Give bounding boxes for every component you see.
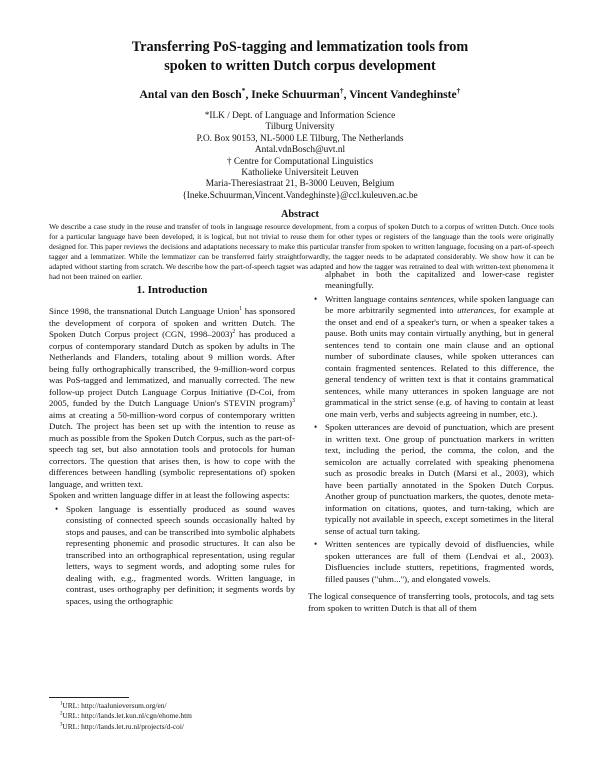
abstract-text: We describe a case study in the reuse and transfer of tools in language resource development, from a corpus of spoken Dutch to a corpus of written Dutch. Once tools for a particular language have been developed, it is logical, but not trivial to reuse them for other types or registers of the language than the tools were originally designed for. This paper reviews the decisions and adaptations necessary to make this particular transfer from spoken to written language, focusing on a part-of-speech tagger and a lemmatizer. While the lemmatizer can be transferred fairly straightforwardly, the tagger needs to be adaptated considerably. We show how it can be adapted without starting from scratch. We describe how the part-of-speech tagset was adapted and how the tagger was retrained to deal with written-text phenomena it had not been trained on earlier. xyxy=(49,222,554,282)
affiliation-line: Katholieke Universiteit Leuven xyxy=(241,168,359,179)
text-run: aims at creating a 50-million-word corpus of contemporary written Dutch. The project has been set up with the intention to reuse as much as possible from the Spoken Dutch Corpus, such as the part-of-speech tag set, but also annotation tools and protocols for human correctors. The question that arises then, is how to cope with the differences between handling (symbolic representations of) spoken language, and written text. xyxy=(49,409,295,489)
footnote-ref: 1 xyxy=(239,306,243,313)
footnotes xyxy=(60,701,296,732)
affiliation-line: † Centre for Computational Linguistics xyxy=(226,156,374,167)
paper-title xyxy=(60,38,540,76)
abstract-heading: Abstract xyxy=(281,209,319,220)
affiliation-line: P.O. Box 90153, NL-5000 LE Tilburg, The Netherlands xyxy=(196,133,404,144)
author-name: Ineke Schuurman xyxy=(251,88,340,101)
bullet-list xyxy=(49,504,295,607)
list-item-text: Spoken language is essentially produced as sound waves consisting of connected speech sounds occasionally halted by stops and pauses, and can be transcribed into symbolic alphabets representing phonemic and prosodic structures. It can also be transcribed into an orthographical representation, using regular letters, ways to segment words, and adopting some rules for dealing with, e.g., fragmented words. Written language, in contrast, uses orthography per definition; it segments words by spaces, using the orthographic xyxy=(66,503,295,606)
text-run: sentences xyxy=(419,293,454,304)
footnote-number: 2 xyxy=(60,711,63,717)
list-item-text: Spoken utterances are devoid of punctuation, which are present in written text. One group of punctuation markers in written text, including the period, the comma, the colon, and the semicolon are actually correlated with speaking phenomena such as prosodic breaks in Dutch (Marsi et al., 2003), which have been partially annotated in the Spoken Dutch Corpus. Another group of punctuation markers, the quotes, denote meta-information on citations, quotes, and turn-taking, which are typically not available in speech, except sometimes in the literal sense of actual turn taking. xyxy=(325,422,554,536)
author-marker: † xyxy=(339,86,344,96)
left-column xyxy=(49,285,295,609)
author-marker: † xyxy=(456,86,461,96)
affiliation-line: Tilburg University xyxy=(265,122,335,133)
list-item xyxy=(308,422,554,537)
text-run: has sponsored the development of corpora of spoken and written Dutch. The Spoken Dutch Corpus project (CGN, 1998–2003) xyxy=(49,306,295,340)
paragraph xyxy=(49,306,295,490)
author-name: Antal van den Bosch xyxy=(139,88,242,101)
list-item-continuation: alphabet in both the capitalized and lower-case register meaningfully. xyxy=(325,269,554,291)
footnote-ref: 3 xyxy=(292,398,295,405)
text-run: Since 1998, the transnational Dutch Language Union xyxy=(49,306,240,317)
affiliation-line: {Ineke.Schuurman,Vincent.Vandeghinste}@ccl.kuleuven.ac.be xyxy=(182,190,418,201)
author-marker: * xyxy=(241,86,246,96)
paragraph: Spoken and written language differ in at least the following aspects: xyxy=(49,490,290,501)
affiliations xyxy=(100,111,500,202)
title-line-1: Transferring PoS-tagging and lemmatization tools from xyxy=(131,39,469,55)
affiliation-line: *ILK / Dept. of Language and Information Science xyxy=(204,111,396,121)
paragraph: The logical consequence of transferring tools, protocols, and tag sets from spoken to written Dutch is that all of them xyxy=(308,591,554,613)
footnote-number: 3 xyxy=(60,722,63,728)
text-run: , while spoken language can be more arbitrarily segmented into xyxy=(325,293,554,316)
title-line-2: spoken to written Dutch corpus development xyxy=(164,58,436,74)
bullet-list xyxy=(308,294,554,585)
list-item-text: Written sentences are typically devoid of disfluencies, while spoken utterances are full of them (Lendvai et al., 2003). Disfluencies include stutters, repetitions, fragmented words, filled pauses ("uhm..."), and elongated vowels. xyxy=(325,539,554,584)
footnote xyxy=(60,722,296,732)
footnote xyxy=(60,711,296,721)
author-name: Vincent Vandeghinste xyxy=(349,88,457,101)
footnote-text: URL: http://lands.let.kun.nl/cgn/ehome.htm xyxy=(62,711,192,721)
affiliation-line: Maria-Theresiastraat 21, B-3000 Leuven, Belgium xyxy=(205,179,395,190)
text-run: Written language contains xyxy=(325,293,420,304)
right-column xyxy=(308,269,554,614)
footnote-ref: 2 xyxy=(232,329,236,336)
footnote-divider xyxy=(49,697,129,698)
affiliation-line: Antal.vdnBosch@uvt.nl xyxy=(254,145,346,156)
list-item xyxy=(308,294,554,420)
author-list: Antal van den Bosch*, Ineke Schuurman†, Vincent Vandeghinste† xyxy=(139,86,461,101)
footnote-text: URL: http://lands.let.ru.nl/projects/d-coi/ xyxy=(62,721,184,731)
list-item xyxy=(49,504,295,607)
footnote xyxy=(60,701,296,711)
bullet-icon: • xyxy=(314,422,318,433)
list-item xyxy=(308,539,554,585)
text-run: has produced a corpus of contemporary standard Dutch as spoken by adults in The Netherlands and Flanders, totaling about 9 million words. After being fully orthographically transcribed, the 9-million-word corpus was PoS-tagged and lemmatized, and manually corrected. The new follow-up project Dutch Language Corpus Initiative (D-Coi, from 2005, funded by the Dutch Language Union's STEVIN program) xyxy=(49,329,295,409)
bullet-icon: • xyxy=(314,539,318,550)
footnote-text: URL: http://taalunieversum.org/en/ xyxy=(62,701,167,710)
bullet-icon: • xyxy=(314,293,318,304)
text-run: , for example at the onset and end of a speaker's turn, or when a speaker takes a pause. Both units may contain virtually anything, but in general sentences tend to contain one main clause and an optional number of subordinate clauses, while spoken utterances can contain fragmented sentences. Related to this difference, the general tendency of written text is that it contains grammatical sentences, while many utterances in spoken language are not grammatical in the strict sense (e.g. of having to contain at least one main verb, verbs and subjects agreeing in number, etc.). xyxy=(325,305,554,419)
footnote-number: 1 xyxy=(60,701,63,707)
bullet-icon: • xyxy=(55,503,59,514)
text-run: utterances xyxy=(457,305,494,316)
section-heading: 1. Introduction xyxy=(136,284,208,296)
